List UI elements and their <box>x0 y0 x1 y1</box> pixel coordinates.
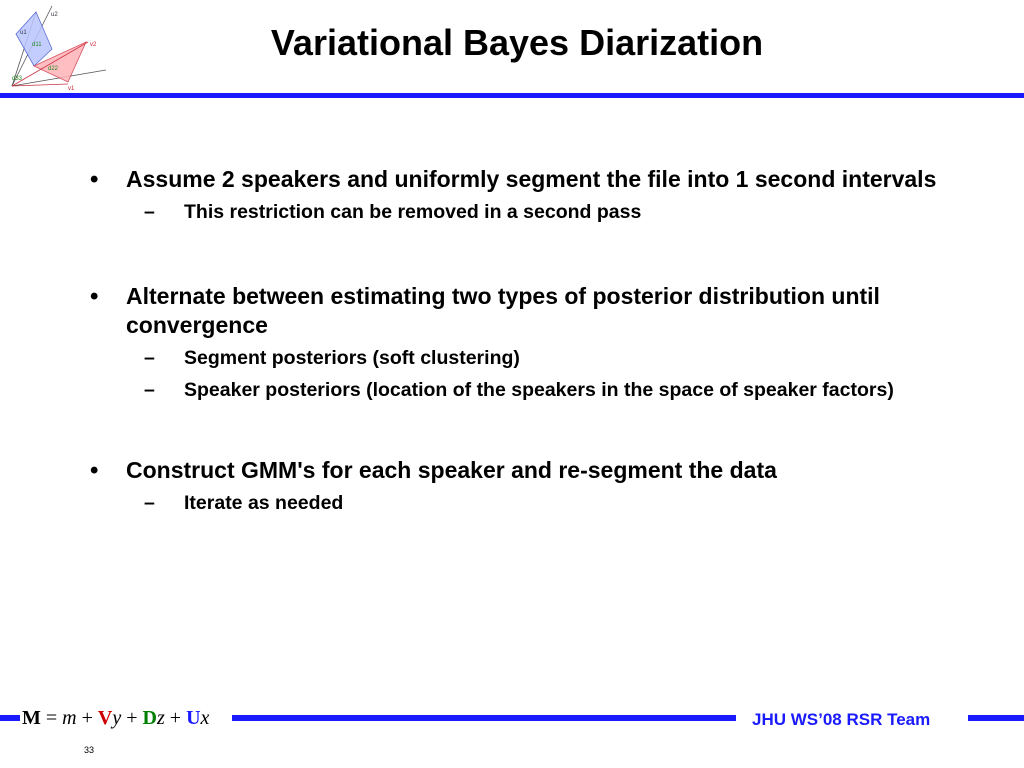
eq-x: x <box>200 707 210 729</box>
eq-plus: + <box>164 707 187 729</box>
footer-rule-right <box>968 715 1024 721</box>
bullet-item <box>90 165 990 194</box>
svg-text:v1: v1 <box>68 86 75 92</box>
bullet-dot: • <box>90 283 99 310</box>
sub-bullet-item <box>90 199 990 226</box>
eq-V: V <box>97 707 113 729</box>
sub-bullet-item <box>90 345 990 372</box>
page-number: 33 <box>84 745 95 755</box>
team-credit: JHU WS’08 RSR Team <box>752 710 931 729</box>
header-rule <box>0 93 1024 98</box>
svg-text:u1: u1 <box>20 30 27 36</box>
eq-z: z <box>156 707 165 729</box>
footer-rule-left <box>0 715 20 721</box>
eq-y: y <box>112 707 122 729</box>
eq-M: M <box>22 707 41 729</box>
bullet-text: Construct GMM's for each speaker and re-segment the data <box>126 457 777 483</box>
eq-plus: + <box>121 707 143 729</box>
eq-plus: + <box>76 707 98 729</box>
svg-text:v2: v2 <box>90 42 97 48</box>
slide-title: Variational Bayes Diarization <box>270 22 764 63</box>
sub-bullet-text: Iterate as needed <box>184 492 344 514</box>
svg-text:u2: u2 <box>51 12 58 18</box>
sub-bullet-text: Speaker posteriors (location of the speakers in the space of speaker factors) <box>184 379 894 401</box>
sub-bullet-item <box>90 377 990 404</box>
eq-U: U <box>186 707 201 729</box>
dash-marker: – <box>144 201 155 223</box>
eq-D: D <box>142 707 157 729</box>
svg-text:d22: d22 <box>48 66 59 72</box>
eq-m: m <box>62 707 77 729</box>
footer-rule-middle <box>232 715 736 721</box>
bullet-text: Assume 2 speakers and uniformly segment the file into 1 second intervals <box>126 166 937 192</box>
eq-equals: = <box>40 707 63 729</box>
sub-bullet-text: This restriction can be removed in a second pass <box>184 201 642 223</box>
bullet-text: Alternate between estimating two types of posterior distribution until convergence <box>126 283 880 338</box>
svg-text:d33: d33 <box>12 76 23 82</box>
bullet-item <box>90 456 990 485</box>
slide-body <box>90 165 990 517</box>
bullet-dot: • <box>90 166 99 193</box>
dash-marker: – <box>144 492 155 514</box>
dash-marker: – <box>144 347 155 369</box>
model-equation <box>22 707 209 730</box>
dash-marker: – <box>144 379 155 401</box>
sub-bullet-item <box>90 490 990 517</box>
bullet-item <box>90 282 990 340</box>
sub-bullet-text: Segment posteriors (soft clustering) <box>184 347 520 369</box>
bullet-dot: • <box>90 457 99 484</box>
svg-text:d11: d11 <box>32 42 42 48</box>
